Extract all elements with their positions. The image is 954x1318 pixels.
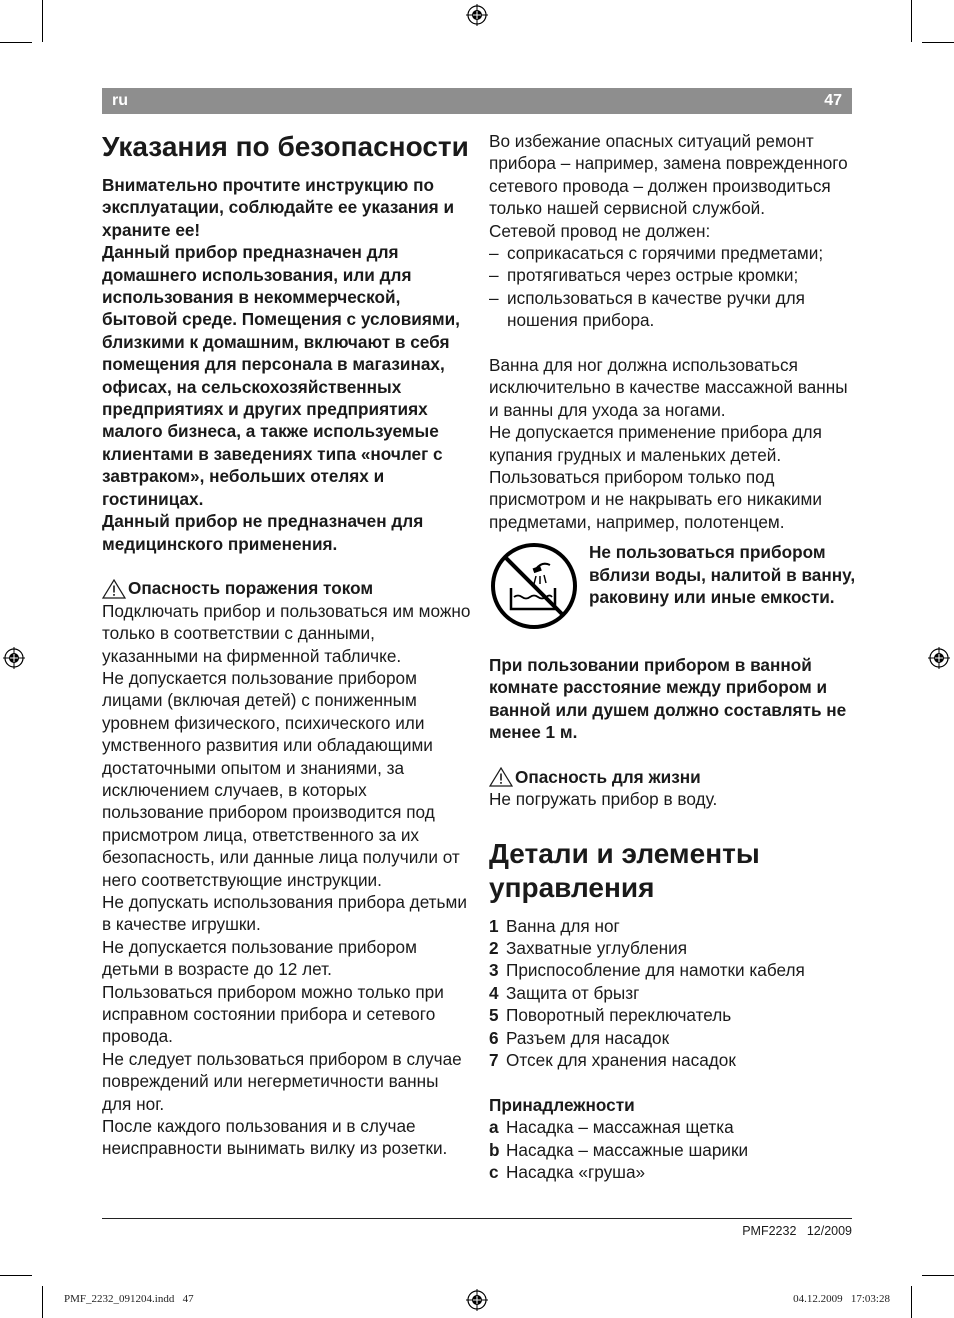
parts-title: Детали и элементы управления	[489, 837, 760, 903]
crop-mark	[922, 42, 954, 43]
print-datetime: 04.12.2009 17:03:28	[793, 1293, 890, 1305]
no-water-icon	[489, 541, 579, 631]
crop-mark	[911, 1286, 912, 1318]
shock-warning-title: Опасность поражения током	[128, 578, 374, 599]
body-paragraph: Не допускать использования прибора детьми в качестве игрушки.	[102, 891, 467, 935]
body-paragraph: Сетевой провод не должен:	[489, 220, 711, 241]
crop-mark	[922, 1275, 954, 1276]
crop-mark	[42, 0, 43, 42]
list-item: 1 Ванна для ног	[489, 915, 620, 936]
body-paragraph: Не допускается применение прибора для купания грудных и маленьких детей.	[489, 422, 822, 465]
cord-list	[489, 242, 859, 332]
body-paragraph: Пользоваться прибором можно только при исправном состоянии прибора и сетевого провода.	[102, 981, 444, 1047]
list-item: 5 Поворотный переключатель	[489, 1005, 732, 1026]
body-paragraph: Не погружать прибор в воду.	[489, 789, 718, 810]
list-item: 3 Приспособление для намотки кабеля	[489, 960, 805, 981]
list-item: a Насадка – массажная щетка	[489, 1117, 734, 1138]
registration-mark-icon	[466, 1289, 488, 1311]
intro-paragraph: Данный прибор не предназначен для медицинского применения.	[102, 511, 424, 554]
accessories-list	[489, 1116, 859, 1183]
footer-divider	[102, 1218, 852, 1219]
body-paragraph: Не следует пользоваться прибором в случае повреждений или негерметичности ванны для ног.	[102, 1048, 462, 1114]
registration-mark-icon	[928, 647, 950, 669]
body-paragraph: Не допускается пользование прибором детьми в возрасте до 12 лет.	[102, 936, 417, 980]
list-item: 4 Защита от брызг	[489, 982, 640, 1003]
language-code: ru	[112, 92, 128, 109]
warning-triangle-icon	[489, 767, 513, 787]
left-column	[102, 130, 472, 1160]
accessories-title: Принадлежности	[489, 1094, 635, 1115]
intro-paragraph: Данный прибор предназначен для домашнего использования, или для использования в некоммерческой, бытовой среде. Помещения с условиями, близкими к домашним, включают в себя помещения для персонала в магазинах, офисах, на сельскохозяйственных предприятиях и других предприятиях малого бизнеса, а также используемые клиентами в заведениях типа «ночлег с завтраком», небольших отелях и гостиницах.	[102, 242, 460, 509]
list-item: 6 Разъем для насадок	[489, 1027, 670, 1048]
list-item: – использоваться в качестве ручки для ношения прибора.	[489, 287, 859, 332]
right-column	[489, 130, 859, 1183]
registration-mark-icon	[3, 647, 25, 669]
body-paragraph: Подключать прибор и пользоваться им можно только в соответствии с данными, указанными на фирменной табличке.	[102, 600, 471, 666]
life-warning-title: Опасность для жизни	[515, 766, 701, 787]
list-item: – протягиваться через острые кромки;	[489, 264, 859, 286]
body-paragraph: Во избежание опасных ситуаций ремонт прибора – например, замена поврежденного сетевого провода – должен производиться только нашей сервисной службой.	[489, 131, 848, 219]
print-file-info: PMF_2232_091204.indd 47	[64, 1293, 194, 1305]
water-warning-text: Не пользоваться прибором вблизи воды, налитой в ванну, раковину или иные емкости.	[589, 542, 856, 608]
warning-triangle-icon	[102, 579, 126, 599]
water-warning	[489, 541, 859, 631]
body-paragraph: Не допускается пользование прибором лицами (включая детей) с пониженным уровнем физического, психического или умственного развития или обладающими достаточными опытом и знаниями, за исключением случаев, в которых пользование прибором производится под присмотром лица, ответственного за их безопасность, или данные лица получили от него соответствующие инструкции.	[102, 667, 460, 890]
page-header	[102, 88, 852, 114]
crop-mark	[0, 42, 32, 43]
body-paragraph: Пользоваться прибором только под присмотром и не накрывать его никакими предметами, например, полотенцем.	[489, 467, 822, 532]
intro-paragraph: Внимательно прочтите инструкцию по эксплуатации, соблюдайте ее указания и храните ее!	[102, 175, 455, 240]
model-code: PMF2232 12/2009	[742, 1224, 852, 1238]
list-item: 2 Захватные углубления	[489, 937, 688, 958]
crop-mark	[911, 0, 912, 42]
life-warning-heading	[489, 766, 859, 788]
shock-warning-heading	[102, 577, 472, 599]
list-item: b Насадка – массажные шарики	[489, 1139, 749, 1160]
list-item: 7 Отсек для хранения насадок	[489, 1049, 736, 1070]
parts-list	[489, 915, 859, 1072]
registration-mark-icon	[466, 4, 488, 26]
bathroom-warning-text: При пользовании прибором в ванной комнате расстояние между прибором и ванной или душем должно составлять не менее 1 м.	[489, 654, 847, 742]
page-number: 47	[824, 92, 842, 109]
body-paragraph: После каждого пользования и в случае неисправности вынимать вилку из розетки.	[102, 1116, 448, 1159]
crop-mark	[42, 1286, 43, 1318]
body-paragraph: Ванна для ног должна использоваться исключительно в качестве массажной ванны и ванны для ухода за ногами.	[489, 355, 848, 420]
safety-title: Указания по безопасности	[102, 131, 469, 162]
list-item: c Насадка «груша»	[489, 1161, 646, 1182]
crop-mark	[0, 1275, 32, 1276]
list-item: – соприкасаться с горячими предметами;	[489, 242, 859, 264]
